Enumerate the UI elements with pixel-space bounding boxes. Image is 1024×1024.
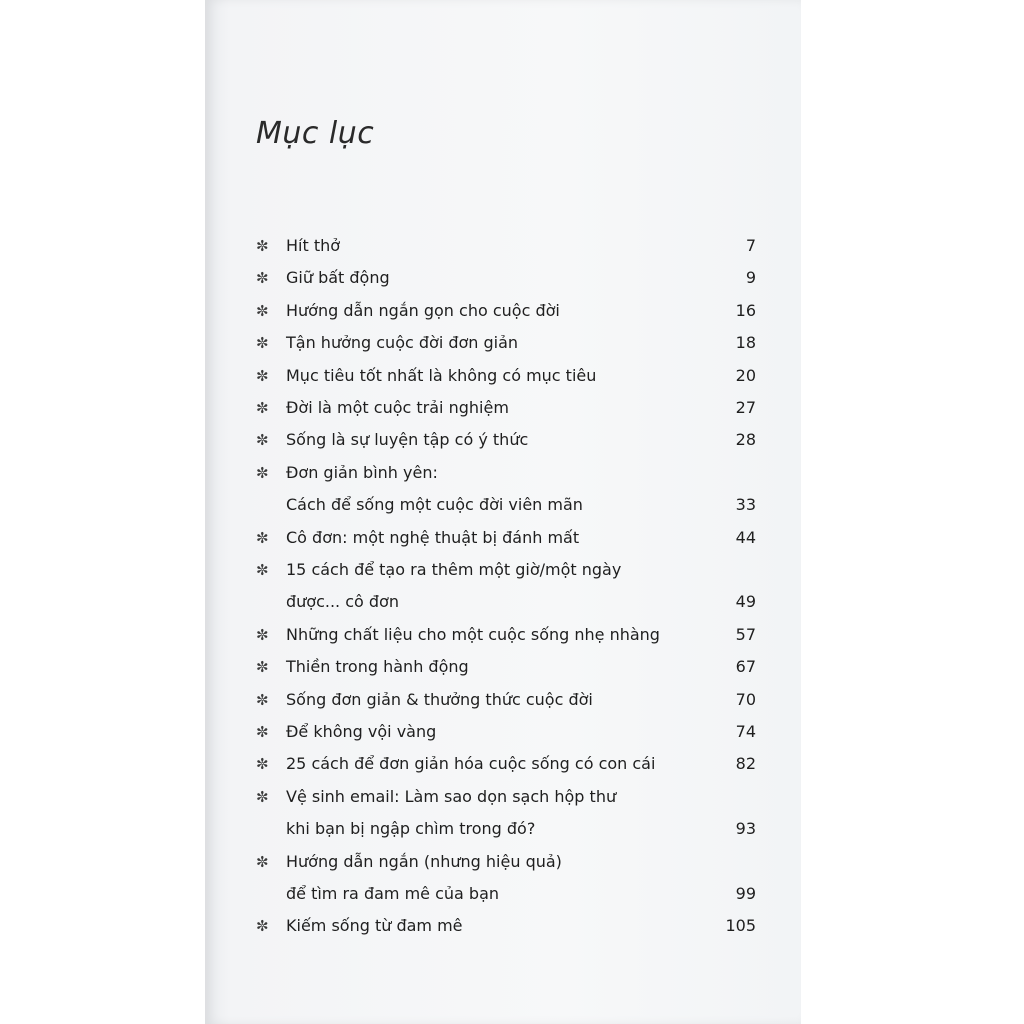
toc-page-number: 28 bbox=[735, 430, 756, 450]
toc-entry-title: Đời là một cuộc trải nghiệm bbox=[286, 398, 509, 417]
toc-entry-title: Để không vội vàng bbox=[286, 722, 437, 741]
flower-bullet-icon: ✼ bbox=[256, 269, 269, 288]
toc-page-number: 99 bbox=[735, 883, 756, 903]
flower-bullet-icon: ✼ bbox=[256, 917, 269, 936]
toc-entry-title: Thiền trong hành động bbox=[286, 657, 469, 677]
flower-bullet-icon: ✼ bbox=[256, 852, 269, 871]
toc-entry-title: Cô đơn: một nghệ thuật bị đánh mất bbox=[286, 527, 580, 547]
flower-bullet-icon: ✼ bbox=[256, 528, 269, 547]
flower-bullet-icon: ✼ bbox=[256, 561, 269, 579]
toc-page-number: 7 bbox=[745, 236, 756, 255]
toc-page-number: 16 bbox=[735, 300, 756, 320]
toc-page-number: 93 bbox=[735, 819, 756, 839]
toc-entry bbox=[256, 524, 756, 556]
toc-entry-title: Hít thở bbox=[286, 236, 341, 255]
toc-entry-title: Kiếm sống từ đam mê bbox=[286, 916, 463, 936]
toc-entry bbox=[256, 686, 756, 718]
toc-entry-title: Hướng dẫn ngắn gọn cho cuộc đời bbox=[286, 300, 560, 320]
flower-bullet-icon: ✼ bbox=[256, 366, 269, 385]
page-title: Mục lục bbox=[256, 116, 375, 151]
toc-entry bbox=[256, 912, 756, 944]
flower-bullet-icon: ✼ bbox=[256, 787, 269, 806]
toc-entry-title: Mục tiêu tốt nhất là không có mục tiêu bbox=[286, 365, 597, 385]
toc-page-number: 27 bbox=[735, 398, 756, 417]
toc-entry-title: Hướng dẫn ngắn (nhưng hiệu quả) bbox=[286, 851, 562, 871]
flower-bullet-icon: ✼ bbox=[256, 237, 269, 255]
toc-entry-title: khi bạn bị ngập chìm trong đó? bbox=[286, 819, 536, 839]
toc-entry bbox=[256, 394, 756, 426]
toc-entry-title: Đơn giản bình yên: bbox=[286, 462, 438, 482]
toc-entry bbox=[256, 556, 756, 621]
toc-entry bbox=[256, 329, 756, 361]
toc-page-number: 33 bbox=[735, 495, 756, 515]
toc-entry bbox=[256, 848, 756, 913]
toc-entry-title: Cách để sống một cuộc đời viên mãn bbox=[286, 495, 583, 515]
flower-bullet-icon: ✼ bbox=[256, 625, 269, 644]
toc-entry-title: 15 cách để tạo ra thêm một giờ/một ngày bbox=[286, 560, 622, 579]
toc-entry-title: Vệ sinh email: Làm sao dọn sạch hộp thư bbox=[286, 786, 617, 806]
toc-entry bbox=[256, 232, 756, 264]
flower-bullet-icon: ✼ bbox=[256, 334, 269, 353]
toc-page-number: 20 bbox=[735, 365, 756, 385]
toc-entry bbox=[256, 297, 756, 329]
toc-entry-title: Sống là sự luyện tập có ý thức bbox=[286, 430, 529, 450]
toc-entry-title: Tận hưởng cuộc đời đơn giản bbox=[286, 333, 519, 353]
toc-entry bbox=[256, 426, 756, 458]
toc-entry-title: để tìm ra đam mê của bạn bbox=[286, 883, 500, 903]
toc-page-number: 74 bbox=[735, 722, 756, 741]
toc-entry bbox=[256, 718, 756, 750]
toc-page-number: 49 bbox=[735, 592, 756, 612]
toc-entry bbox=[256, 653, 756, 685]
flower-bullet-icon: ✼ bbox=[256, 399, 269, 417]
toc-entry-title: Giữ bất động bbox=[286, 268, 390, 288]
flower-bullet-icon: ✼ bbox=[256, 690, 269, 709]
flower-bullet-icon: ✼ bbox=[256, 431, 269, 450]
toc-entry bbox=[256, 750, 756, 782]
toc-page-number: 9 bbox=[745, 268, 756, 288]
toc-entry bbox=[256, 459, 756, 524]
toc-page-number: 105 bbox=[725, 916, 756, 936]
toc-page-number: 67 bbox=[735, 657, 756, 677]
toc-entry bbox=[256, 264, 756, 296]
toc-page-number: 57 bbox=[735, 624, 756, 644]
toc-page-number: 44 bbox=[735, 527, 756, 547]
flower-bullet-icon: ✼ bbox=[256, 723, 269, 741]
toc-page-number: 70 bbox=[735, 689, 756, 709]
toc-entry-title: Sống đơn giản & thưởng thức cuộc đời bbox=[286, 689, 593, 709]
flower-bullet-icon: ✼ bbox=[256, 755, 269, 774]
toc-entry bbox=[256, 621, 756, 653]
toc-entry-title: 25 cách để đơn giản hóa cuộc sống có con cái bbox=[286, 754, 656, 774]
toc-page-number: 18 bbox=[735, 333, 756, 353]
toc-entry-title: Những chất liệu cho một cuộc sống nhẹ nhàng bbox=[286, 624, 660, 644]
toc-entry bbox=[256, 362, 756, 394]
toc-entry bbox=[256, 783, 756, 848]
flower-bullet-icon: ✼ bbox=[256, 463, 269, 482]
flower-bullet-icon: ✼ bbox=[256, 658, 269, 677]
toc-page-number: 82 bbox=[735, 754, 756, 774]
toc-entry-title: được... cô đơn bbox=[286, 592, 399, 612]
flower-bullet-icon: ✼ bbox=[256, 301, 269, 320]
